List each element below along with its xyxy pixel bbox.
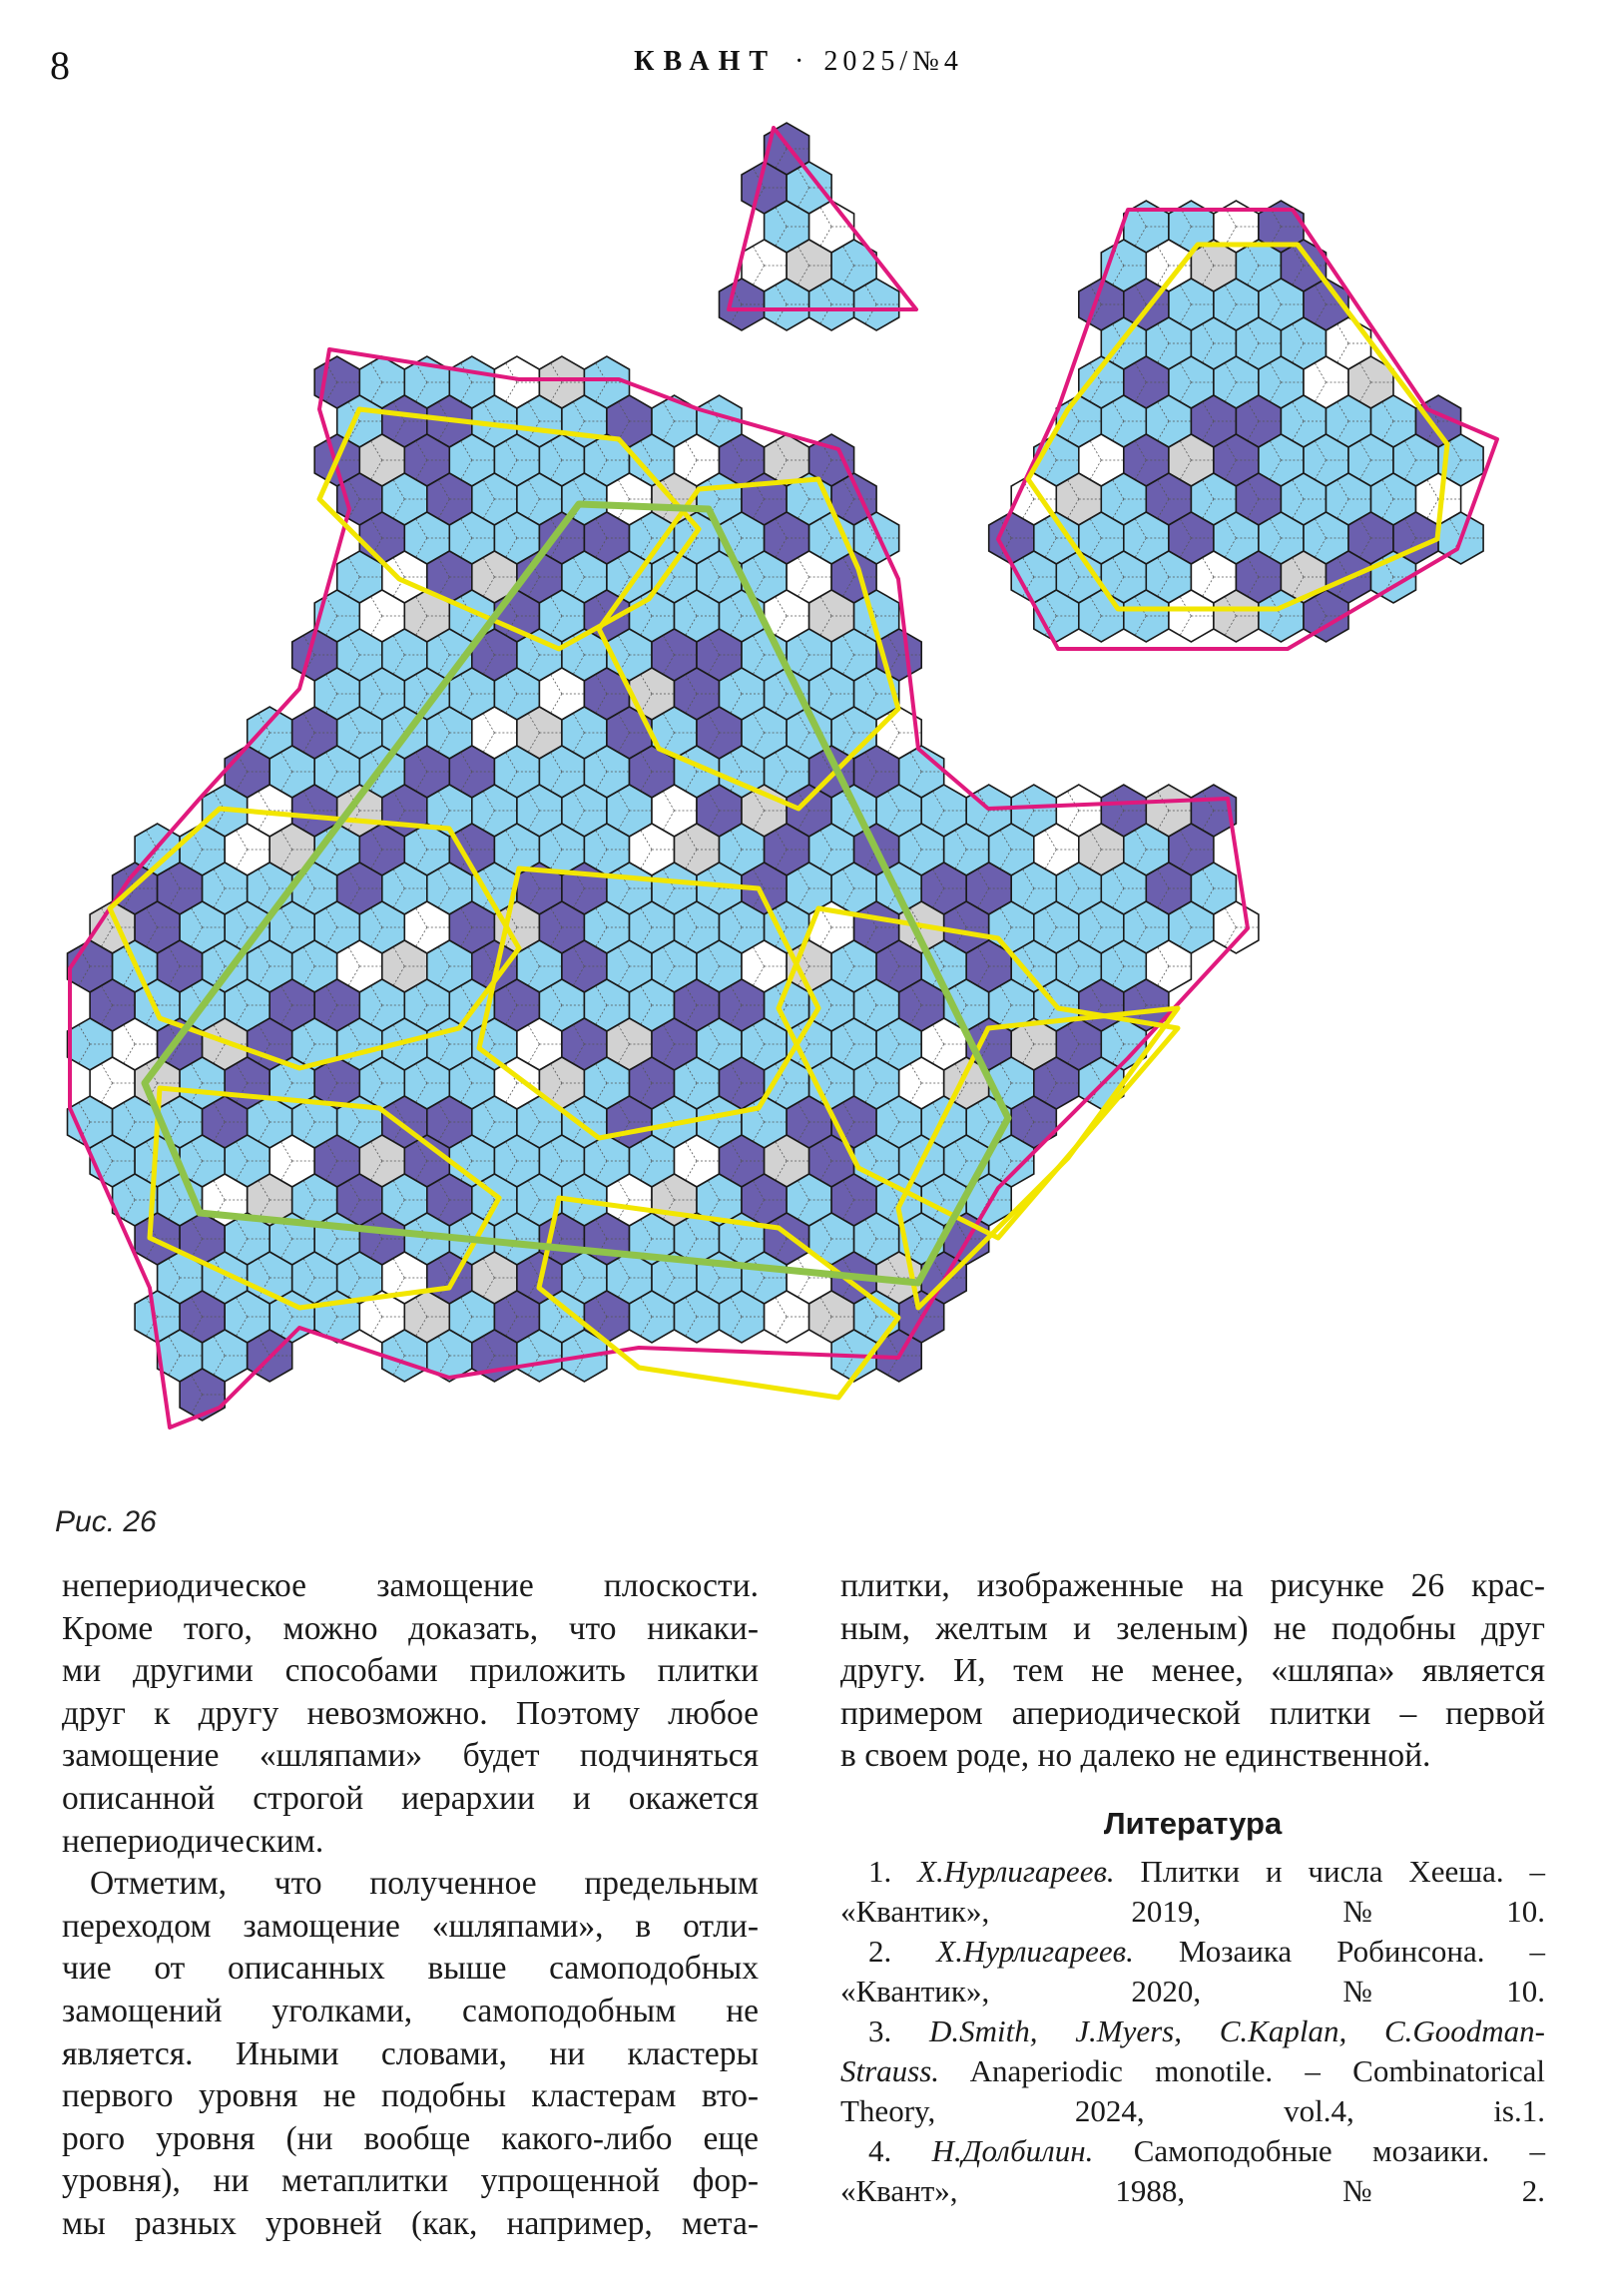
reference-number: 1. <box>868 1853 892 1889</box>
text-line: уровня), ни метаплитки упрощенной фор- <box>62 2162 759 2200</box>
text-line: рого уровня (ни вообще какого-либо еще <box>62 2119 759 2157</box>
issue-number: 2025/№4 <box>823 46 963 77</box>
journal-title: КВАНТ <box>634 46 778 77</box>
text-line: чие от описанных выше самоподобных <box>62 1950 759 1988</box>
text-line: Кроме того, можно доказать, что никаки- <box>62 1609 759 1647</box>
reference-author: Х.Нурлигареев. <box>936 1933 1134 1969</box>
text-line: переходом замощение «шляпами», в отли- <box>62 1907 759 1945</box>
text-line: друг к другу невозможно. Поэтому любое <box>62 1694 759 1732</box>
reference-text: Плитки и числа Хееша. – <box>1140 1853 1545 1889</box>
reference-text: «Квантик», 2019, №10. <box>840 1893 1545 1929</box>
reference-text: Theory, 2024, vol.4, is.1. <box>840 2092 1545 2128</box>
reference-item <box>840 2131 1545 2211</box>
text-line: ми другими способами приложить плитки <box>62 1652 759 1690</box>
text-line: замощений уголками, самоподобным не <box>62 1992 759 2029</box>
text-line: мы разных уровней (как, например, мета- <box>62 2204 759 2242</box>
reference-number: 4. <box>868 2132 892 2168</box>
text-column-left <box>62 1565 759 2246</box>
text-line: непериодическое замощение плоскости. <box>62 1567 759 1604</box>
header-separator: · <box>795 46 806 77</box>
text-line: первого уровня не подобны кластерам вто- <box>62 2077 759 2115</box>
reference-author: D.Smith, J.Myers, C.Kaplan, C.Goodman- <box>929 2012 1545 2048</box>
reference-author: Strauss. <box>840 2052 940 2088</box>
text-column-right <box>840 1565 1545 2211</box>
reference-item <box>840 1852 1545 1932</box>
text-line: является. Иными словами, ни кластеры <box>62 2034 759 2072</box>
reference-item <box>840 1932 1545 2011</box>
reference-author: Х.Нурлигареев. <box>917 1853 1115 1889</box>
hat-tiling-figure <box>0 110 1597 1507</box>
reference-text: «Квантик», 2020, №10. <box>840 1973 1545 2009</box>
reference-author: Н.Долбилин. <box>931 2132 1094 2168</box>
reference-text: Мозаика Робинсона. – <box>1178 1933 1545 1969</box>
text-line: замощение «шляпами» будет подчиняться <box>62 1737 759 1775</box>
text-line: плитки, изображенные на рисунке 26 крас- <box>840 1567 1545 1604</box>
references-title: Литература <box>1103 1805 1283 1841</box>
reference-item <box>840 2011 1545 2131</box>
text-line: ным, желтым и зеленым) не подобны друг <box>840 1609 1545 1647</box>
text-line: непериодическим. <box>62 1822 324 1860</box>
reference-text: Anaperiodic monotile. – Combinatorical <box>969 2052 1545 2088</box>
text-line: описанной строгой иерархии и окажется <box>62 1779 759 1817</box>
figure-caption: Рис. 26 <box>55 1505 157 1538</box>
reference-number: 3. <box>868 2012 892 2048</box>
text-line: Отметим, что полученное предельным <box>90 1865 759 1903</box>
text-line: другу. И, тем не менее, «шляпа» является <box>840 1652 1545 1690</box>
reference-text: Самоподобные мозаики. – <box>1133 2132 1545 2168</box>
running-head <box>0 46 1597 78</box>
page-number: 8 <box>50 43 70 88</box>
reference-number: 2. <box>868 1933 892 1969</box>
text-line: в своем роде, но далеко не единственной. <box>840 1737 1431 1775</box>
text-line: примером апериодической плитки – первой <box>840 1694 1545 1732</box>
reference-text: «Квант», 1988, №2. <box>840 2172 1545 2208</box>
